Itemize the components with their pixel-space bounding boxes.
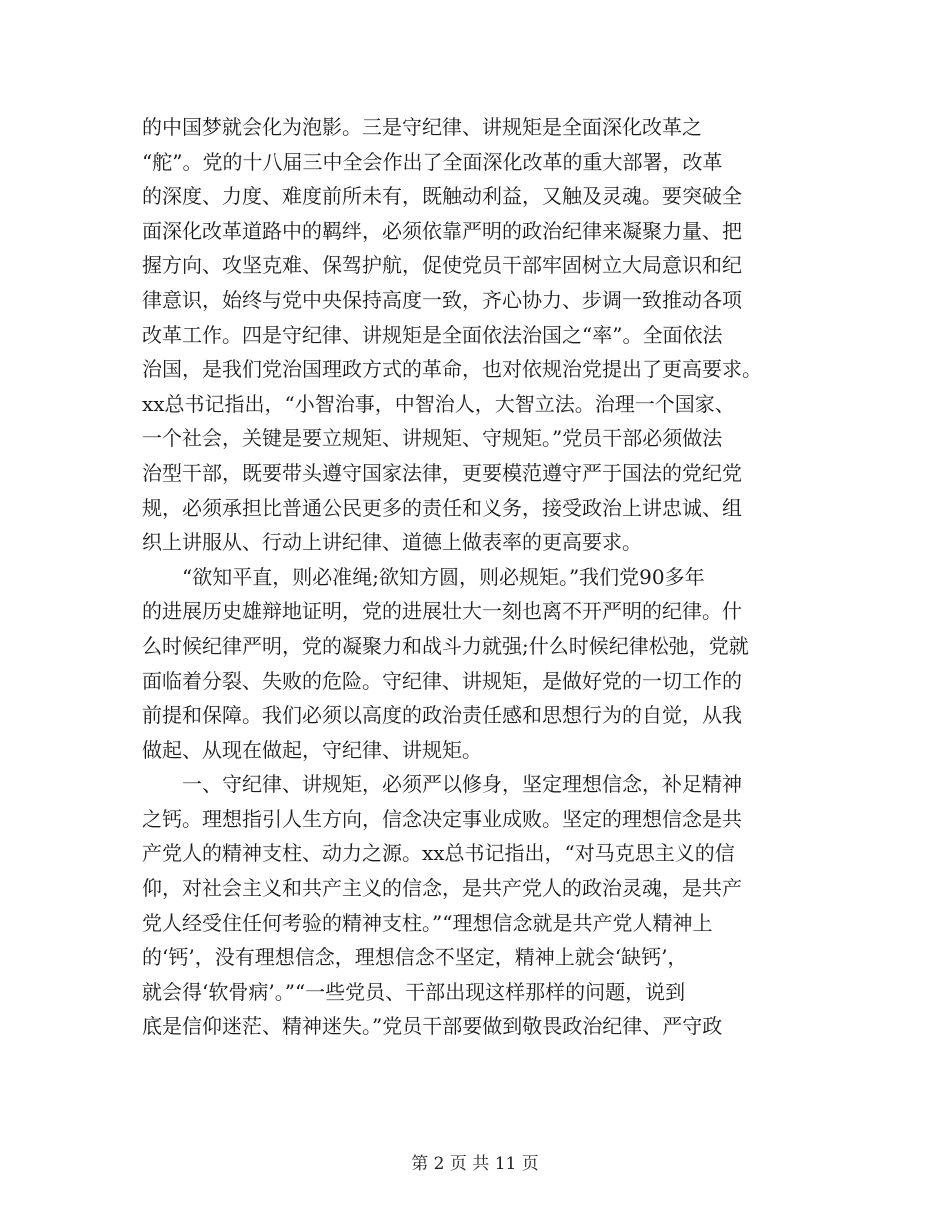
text-line: xx总书记指出，“小智治事，中智治人，大智立法。治理一个国家、 — [142, 391, 735, 416]
text-line: 一、守纪律、讲规矩，必须严以修身，坚定理想信念，补足精神 — [142, 772, 742, 797]
text-line: 治型干部，既要带头遵守国家法律，更要模范遵守严于国法的党纪党 — [142, 460, 742, 485]
text-line: 前提和保障。我们必须以高度的政治责任感和思想行为的自觉，从我 — [142, 703, 742, 728]
text-line: 的深度、力度、难度前所未有，既触动利益，又触及灵魂。要突破全 — [142, 184, 742, 209]
page-footer: 第 2 页 共 11 页 — [411, 1154, 539, 1174]
text-line: 织上讲服从、行动上讲纪律、道德上做表率的更高要求。 — [142, 530, 642, 555]
text-line: 的进展历史雄辩地证明，党的进展壮大一刻也离不开严明的纪律。什 — [142, 599, 742, 624]
text-line: “欲知平直，则必准绳;欲知方圆，则必规矩。”我们党90多年 — [142, 564, 705, 589]
text-line: 治国，是我们党治国理政方式的革命，也对依规治党提出了更高要求。 — [142, 357, 762, 382]
text-line: 面深化改革道路中的羁绊，必须依靠严明的政治纪律来凝聚力量、把 — [142, 218, 742, 243]
text-line: 一个社会，关键是要立规矩、讲规矩、守规矩。”党员干部必须做法 — [142, 426, 723, 451]
text-line: 党人经受住任何考验的精神支柱。”“理想信念就是共产党人精神上 — [142, 910, 713, 935]
document-body — [142, 110, 802, 1044]
text-line: 么时候纪律严明，党的凝聚力和战斗力就强;什么时候纪律松弛，党就 — [142, 633, 749, 658]
text-line: 做起、从现在做起，守纪律、讲规矩。 — [142, 737, 482, 762]
text-line: “舵”。党的十八届三中全会作出了全面深化改革的重大部署，改革 — [142, 149, 723, 174]
text-line: 仰，对社会主义和共产主义的信念，是共产党人的政治灵魂，是共产 — [142, 876, 742, 901]
text-line: 改革工作。四是守纪律、讲规矩是全面依法治国之“率”。全面依法 — [142, 322, 723, 347]
text-line: 之钙。理想指引人生方向，信念决定事业成败。坚定的理想信念是共 — [142, 806, 742, 831]
text-line: 握方向、攻坚克难、保驾护航，促使党员干部牢固树立大局意识和纪 — [142, 253, 742, 278]
text-line: 律意识，始终与党中央保持高度一致，齐心协力、步调一致推动各项 — [142, 287, 742, 312]
text-line: 就会得‘软骨病’。”“一些党员、干部出现这样那样的问题，说到 — [142, 979, 686, 1004]
text-line: 规，必须承担比普通公民更多的责任和义务，接受政治上讲忠诚、组 — [142, 495, 742, 520]
text-line: 产党人的精神支柱、动力之源。xx总书记指出，“对马克思主义的信 — [142, 841, 735, 866]
text-line: 的‘钙’，没有理想信念，理想信念不坚定，精神上就会‘缺钙’， — [142, 945, 688, 970]
text-line: 的中国梦就会化为泡影。三是守纪律、讲规矩是全面深化改革之 — [142, 115, 702, 139]
text-line: 底是信仰迷茫、精神迷失。”党员干部要做到敬畏政治纪律、严守政 — [142, 1014, 723, 1039]
text-line: 面临着分裂、失败的危险。守纪律、讲规矩，是做好党的一切工作的 — [142, 668, 742, 693]
